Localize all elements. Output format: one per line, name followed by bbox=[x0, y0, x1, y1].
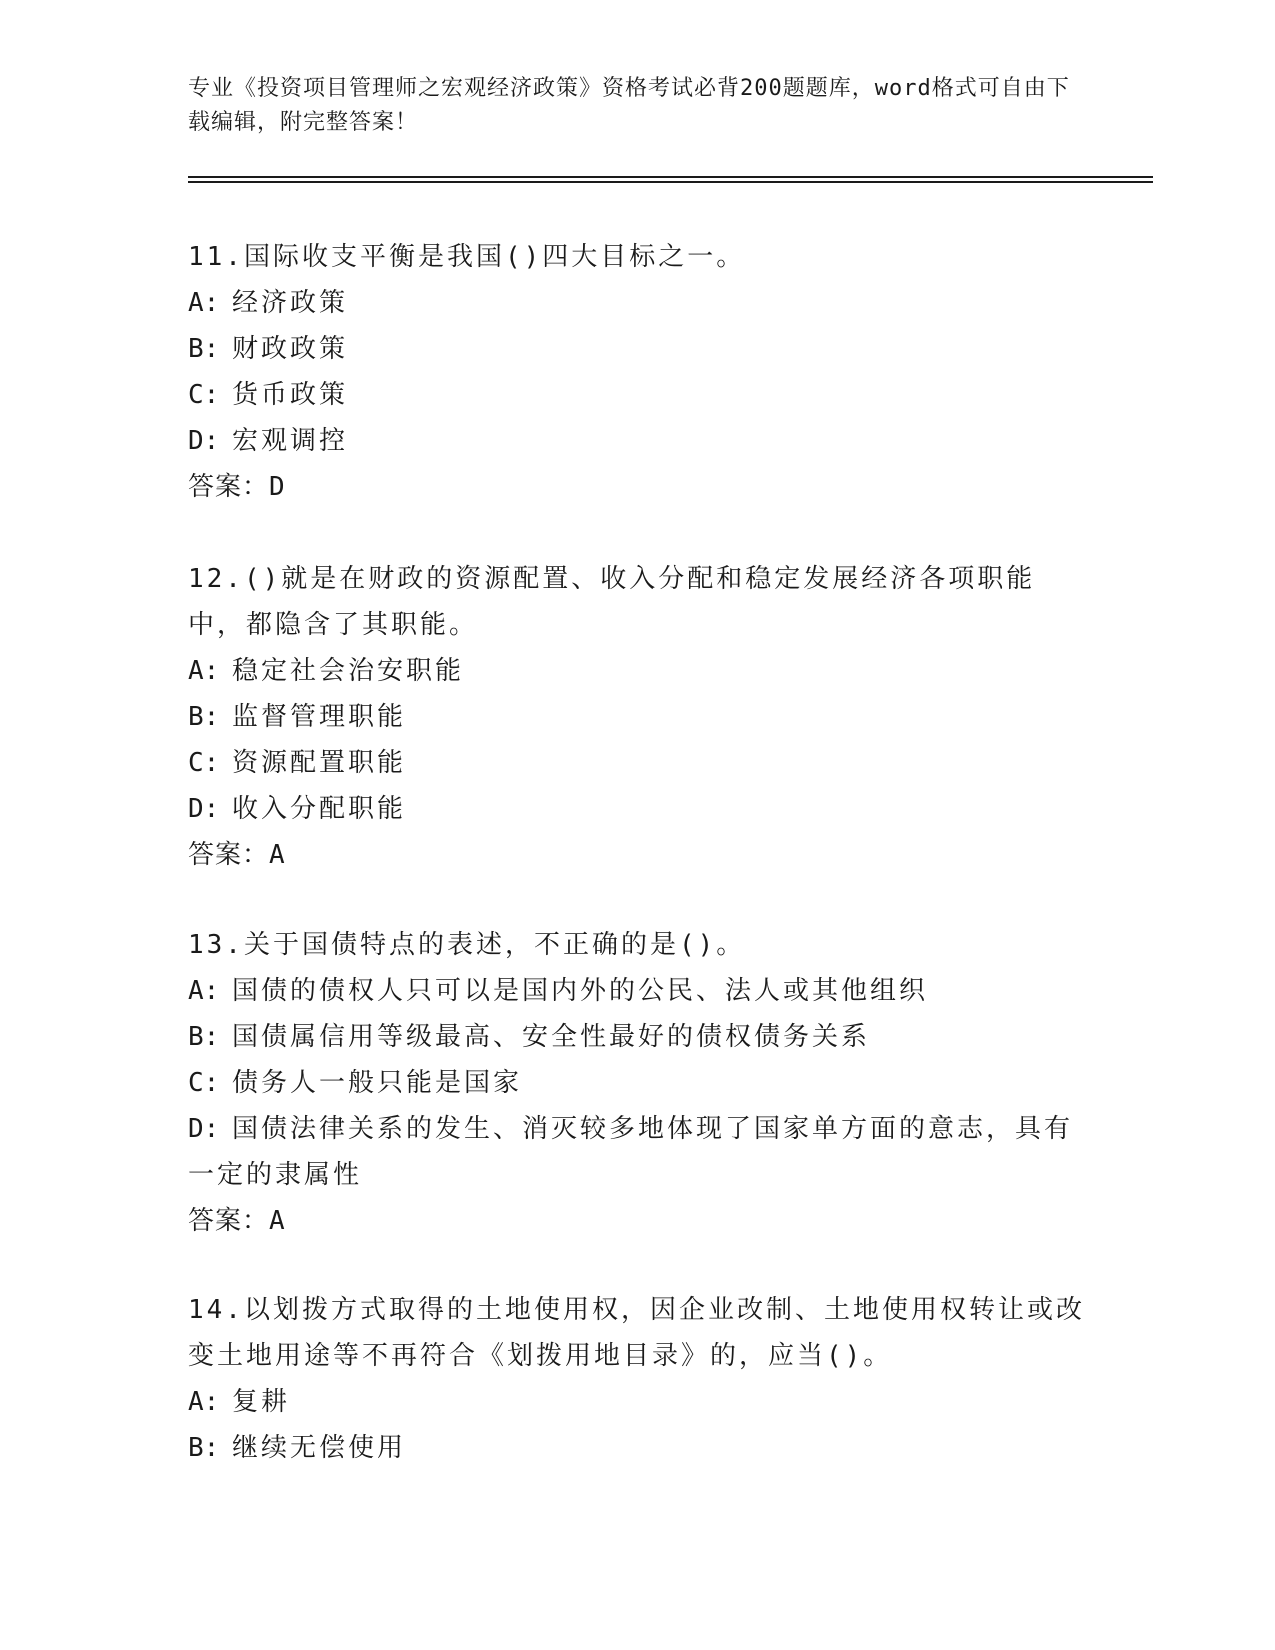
option-letter: D: bbox=[188, 794, 220, 824]
option-letter: A: bbox=[188, 656, 220, 686]
option-letter: A: bbox=[188, 1387, 220, 1417]
option-c bbox=[188, 1060, 1088, 1106]
option-a bbox=[188, 280, 1088, 326]
answer-label: 答案： bbox=[188, 472, 270, 502]
option-letter: D: bbox=[188, 1114, 220, 1144]
option-letter: C: bbox=[188, 380, 220, 410]
option-letter: D: bbox=[188, 426, 220, 456]
option-text: 收入分配职能 bbox=[232, 794, 407, 824]
answer-value: A bbox=[269, 1206, 286, 1236]
option-c bbox=[188, 372, 1088, 418]
answer-value: D bbox=[269, 472, 286, 502]
question-stem: 12.()就是在财政的资源配置、收入分配和稳定发展经济各项职能中，都隐含了其职能。 bbox=[188, 564, 1036, 640]
option-text: 继续无偿使用 bbox=[232, 1433, 407, 1463]
answer-line bbox=[188, 1198, 1088, 1244]
option-text: 经济政策 bbox=[232, 288, 349, 318]
header-divider-bottom bbox=[188, 181, 1153, 183]
question-stem: 11.国际收支平衡是我国()四大目标之一。 bbox=[188, 242, 746, 272]
option-letter: C: bbox=[188, 1068, 220, 1098]
option-text: 国债法律关系的发生、消灭较多地体现了国家单方面的意志，具有一定的隶属性 bbox=[188, 1114, 1074, 1190]
answer-label: 答案： bbox=[188, 1206, 270, 1236]
option-text: 财政政策 bbox=[232, 334, 349, 364]
answer-line bbox=[188, 464, 1088, 510]
option-text: 资源配置职能 bbox=[232, 748, 407, 778]
option-text: 国债的债权人只可以是国内外的公民、法人或其他组织 bbox=[232, 976, 929, 1006]
answer-value: A bbox=[269, 840, 286, 870]
option-letter: C: bbox=[188, 748, 220, 778]
question-11 bbox=[188, 234, 1088, 510]
option-text: 监督管理职能 bbox=[232, 702, 407, 732]
question-12 bbox=[188, 556, 1088, 878]
option-d bbox=[188, 1106, 1088, 1198]
option-a bbox=[188, 968, 1088, 1014]
option-d bbox=[188, 418, 1088, 464]
question-13 bbox=[188, 922, 1088, 1244]
option-text: 货币政策 bbox=[232, 380, 349, 410]
document-header: 专业《投资项目管理师之宏观经济政策》资格考试必背200题题库，word格式可自由下载编辑，附完整答案！ bbox=[188, 76, 1070, 135]
option-b bbox=[188, 1425, 1088, 1471]
answer-label: 答案： bbox=[188, 840, 270, 870]
option-letter: B: bbox=[188, 702, 220, 732]
option-text: 复耕 bbox=[232, 1387, 291, 1417]
option-text: 债务人一般只能是国家 bbox=[232, 1068, 523, 1098]
option-letter: A: bbox=[188, 976, 220, 1006]
option-text: 国债属信用等级最高、安全性最好的债权债务关系 bbox=[232, 1022, 871, 1052]
option-letter: B: bbox=[188, 334, 220, 364]
question-stem: 14.以划拨方式取得的土地使用权，因企业改制、土地使用权转让或改变土地用途等不再符合《划拨用地目录》的，应当()。 bbox=[188, 1295, 1085, 1371]
question-stem: 13.关于国债特点的表述，不正确的是()。 bbox=[188, 930, 746, 960]
option-letter: A: bbox=[188, 288, 220, 318]
option-c bbox=[188, 740, 1088, 786]
option-a bbox=[188, 1379, 1088, 1425]
option-text: 稳定社会治安职能 bbox=[232, 656, 465, 686]
option-letter: B: bbox=[188, 1022, 220, 1052]
option-b bbox=[188, 694, 1088, 740]
option-d bbox=[188, 786, 1088, 832]
option-letter: B: bbox=[188, 1433, 220, 1463]
answer-line bbox=[188, 832, 1088, 878]
option-a bbox=[188, 648, 1088, 694]
option-text: 宏观调控 bbox=[232, 426, 349, 456]
option-b bbox=[188, 1014, 1088, 1060]
question-14 bbox=[188, 1287, 1088, 1471]
header-divider-top bbox=[188, 176, 1153, 178]
option-b bbox=[188, 326, 1088, 372]
